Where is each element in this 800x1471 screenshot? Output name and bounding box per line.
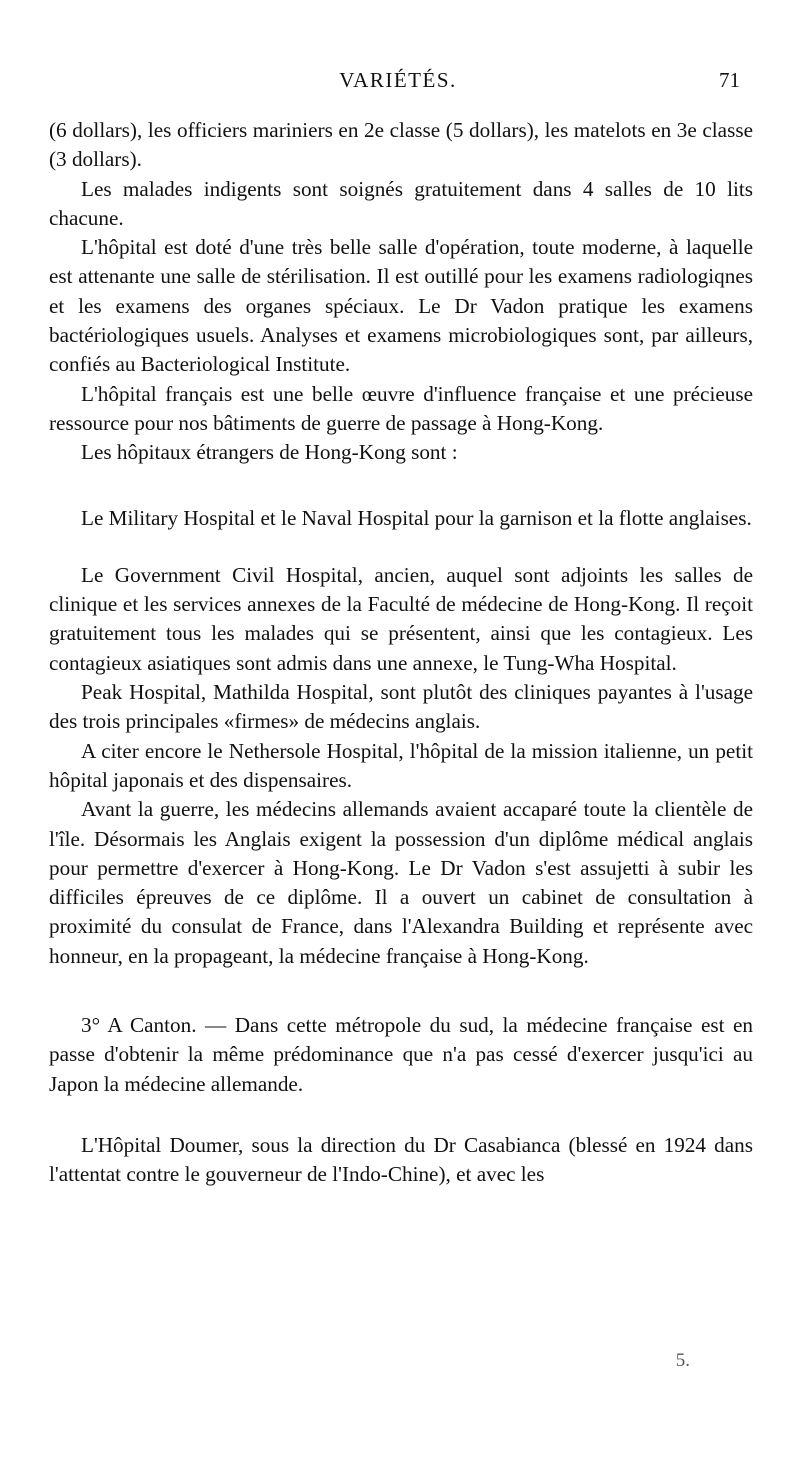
paragraph: (6 dollars), les officiers mariniers en 2e classe (5 dollars), les matelots en 3e classe (3 dollars).	[49, 118, 753, 172]
page-header	[48, 68, 748, 104]
paragraph: Le Military Hospital et le Naval Hospital pour la garnison et la flotte anglaises.	[81, 505, 752, 530]
paragraph: Le Government Civil Hospital, ancien, auquel sont adjoints les salles de clinique et les services annexes de la Faculté de médecine de Hong-Kong. Il reçoit gratuitement tous les malades qui se présentent, ainsi que les contagieux. Les contagieux asiatiques sont admis dans une annexe, le Tung-Wha Hospital.	[49, 562, 753, 675]
paragraph: Les hôpitaux étrangers de Hong-Kong sont :	[81, 440, 458, 465]
paragraph: 3° A Canton. — Dans cette métropole du sud, la médecine française est en passe d'obtenir la même prédominance que n'a pas cessé d'exercer jusqu'ici au Japon la médecine allemande.	[49, 1013, 753, 1096]
paragraph: L'Hôpital Doumer, sous la direction du Dr Casabianca (blessé en 1924 dans l'attentat contre le gouverneur de l'Indo-Chine), et avec les	[49, 1132, 753, 1187]
paragraph: Avant la guerre, les médecins allemands avaient accaparé toute la clientèle de l'île. Désormais les Anglais exigent la possession d'un diplôme médical anglais pour permettre d'exercer à Hong-Kong. Le Dr Vadon s'est assujetti à subir les difficiles épreuves de ce diplôme. Il a ouvert un cabinet de consultation à proximité du consulat de France, dans l'Alexandra Building et représente avec honneur, en la propageant, la médecine française à Hong-Kong.	[49, 797, 753, 968]
signature-mark: 5.	[675, 1350, 690, 1371]
paragraph: Les malades indigents sont soignés gratuitement dans 4 salles de 10 lits chacune.	[49, 176, 753, 230]
paragraph: A citer encore le Nethersole Hospital, l'hôpital de la mission italienne, un petit hôpital japonais et des dispensaires.	[49, 738, 753, 792]
running-title: VARIÉTÉS.	[339, 68, 457, 92]
paragraph: L'hôpital français est une belle œuvre d'influence française et une précieuse ressource pour nos bâtiments de guerre de passage à Hong-Kong.	[49, 381, 753, 435]
page-number: 71	[719, 68, 740, 92]
paragraph: L'hôpital est doté d'une très belle salle d'opération, toute moderne, à laquelle est attenante une salle de stérilisation. Il est outillé pour les examens radiologiqnes et les examens des organes spéciaux. Le Dr Vadon pratique les examens bactériologiques usuels. Analyses et examens microbiologiques sont, par ailleurs, confiés au Bacteriological Institute.	[49, 235, 753, 377]
page-body	[49, 116, 753, 1190]
paragraph: Peak Hospital, Mathilda Hospital, sont plutôt des cliniques payantes à l'usage des trois principales «firmes» de médecins anglais.	[49, 680, 753, 734]
